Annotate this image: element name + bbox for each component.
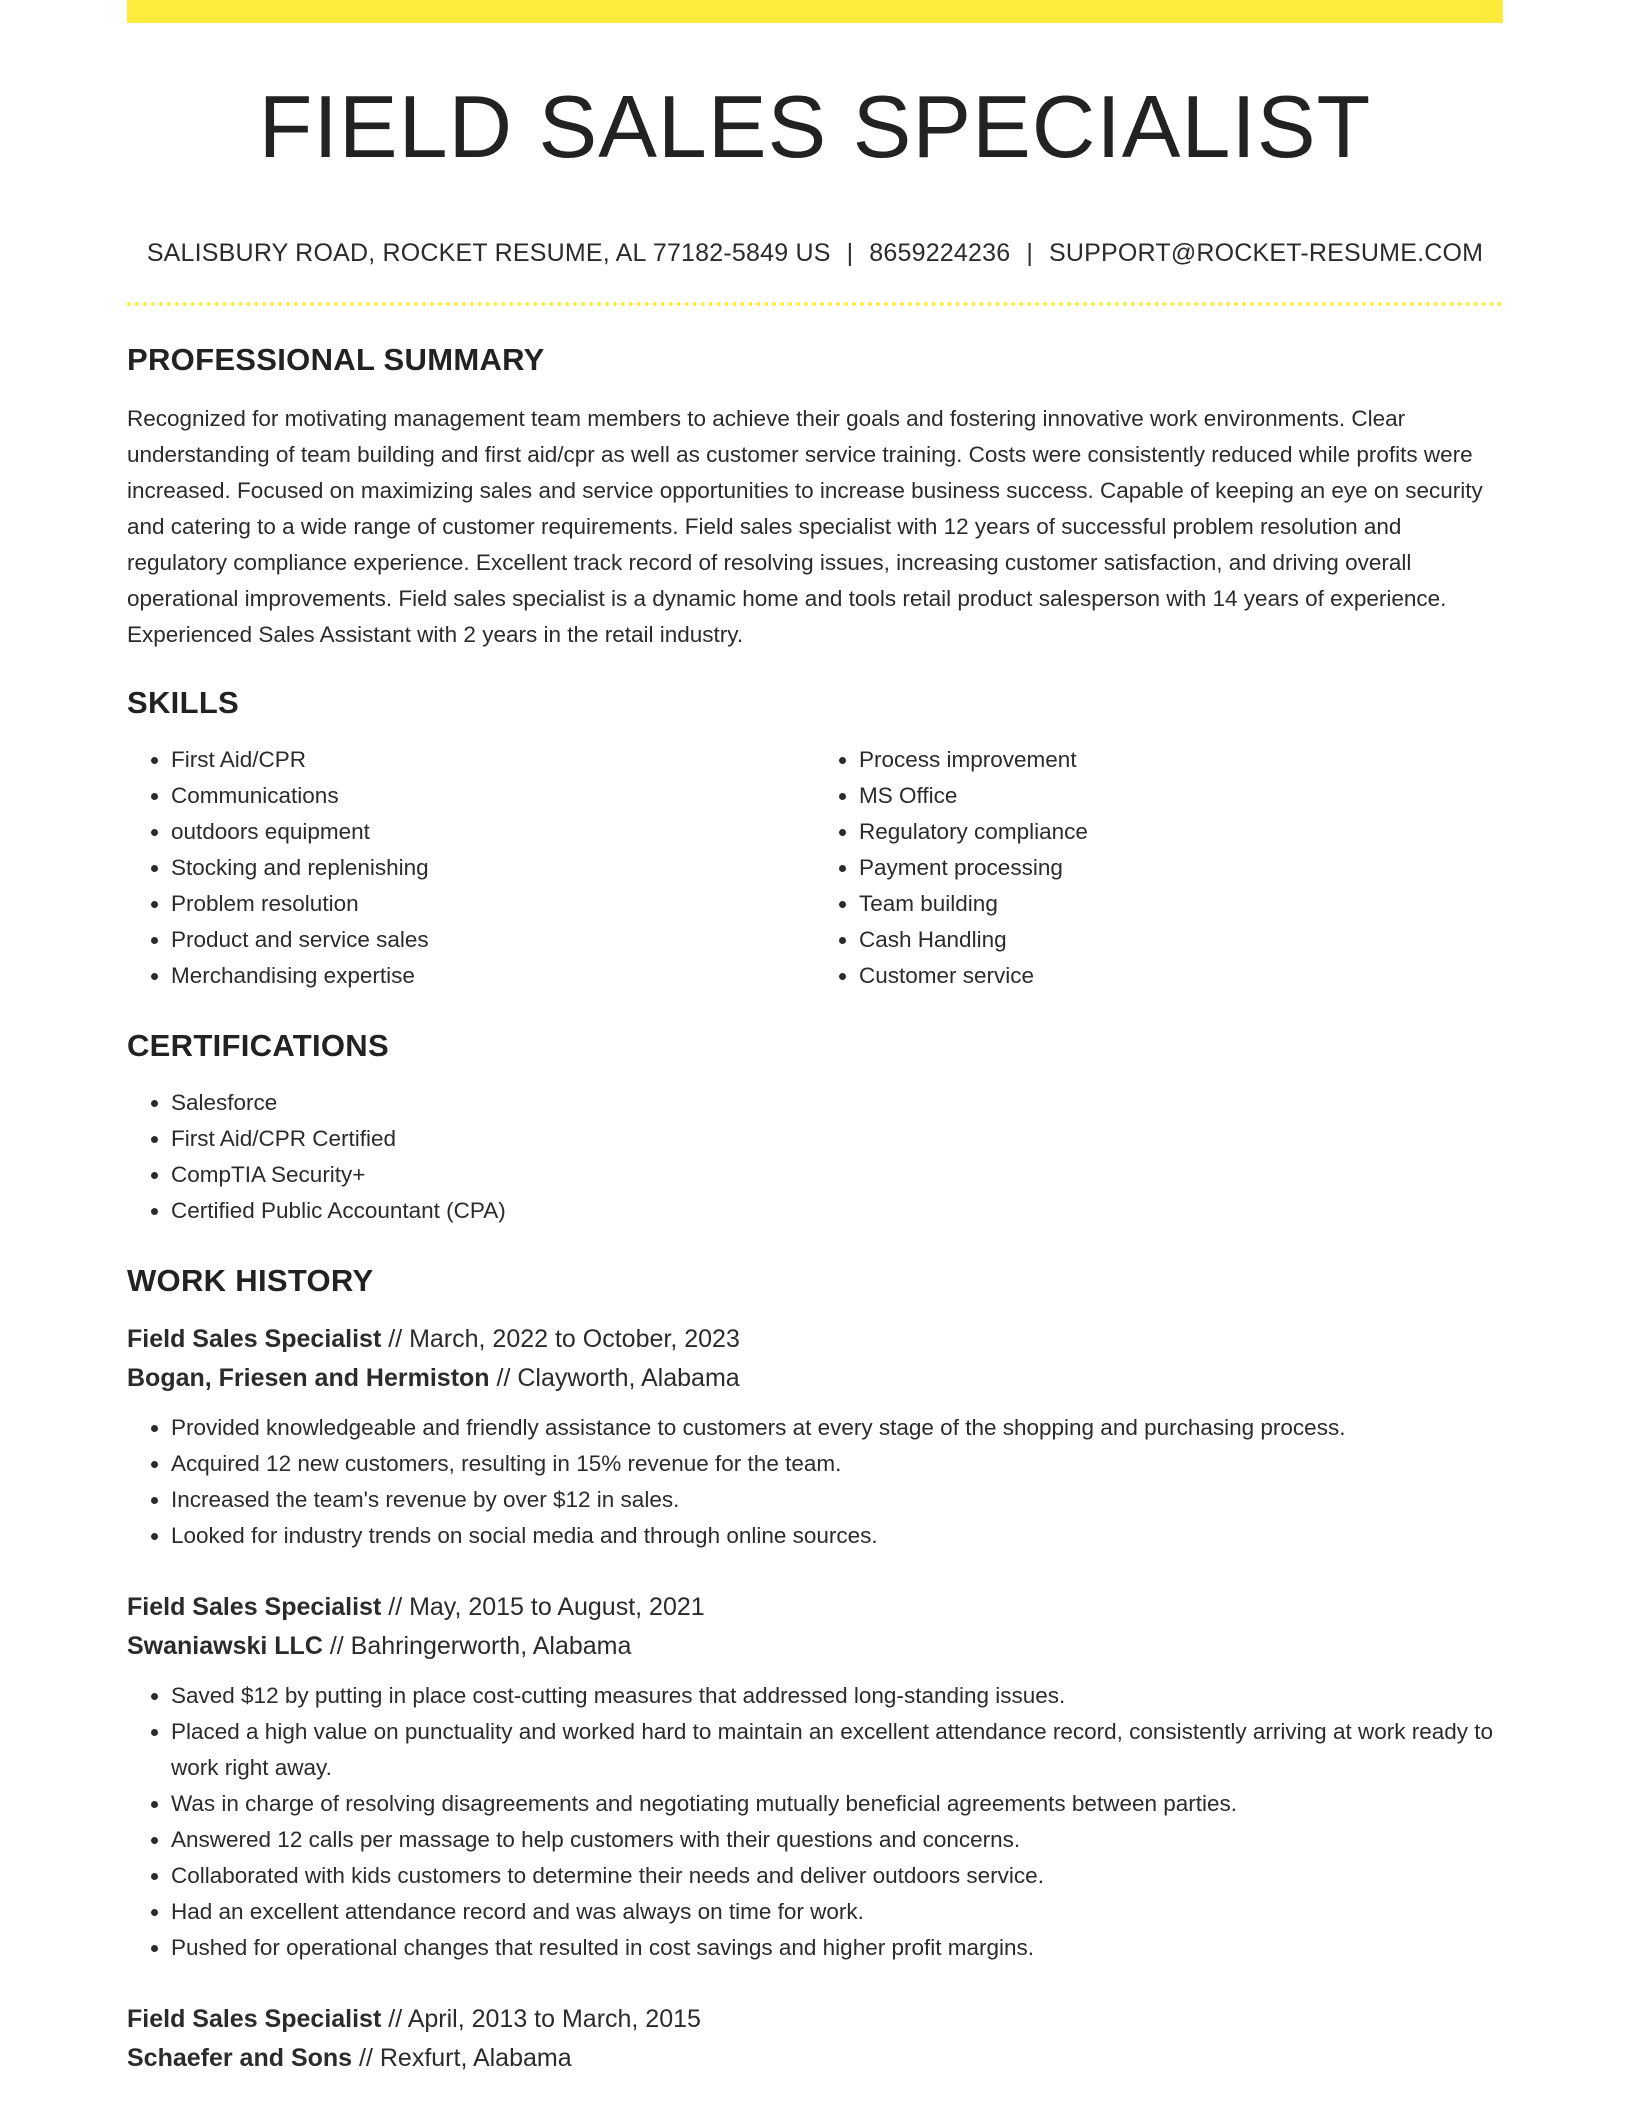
skill-item: • Customer service bbox=[859, 958, 1503, 994]
certification-item: • First Aid/CPR Certified bbox=[171, 1121, 1503, 1157]
job-entry bbox=[127, 2000, 1503, 2078]
job-role: Field Sales Specialist bbox=[127, 1325, 382, 1353]
job-bullet: • Looked for industry trends on social media and through online sources. bbox=[171, 1518, 1503, 1554]
work-history-heading: WORK HISTORY bbox=[127, 1263, 374, 1298]
summary-text: Recognized for motivating management team members to achieve their goals and fostering innovative work environments. Clear understanding of team building and first aid/cpr as well as customer service training. Costs were consistently reduced while profits were increased. Focused on maximizing sales and service opportunities to increase business success. Capable of keeping an eye on security and catering to a wide range of customer requirements. Field sales specialist with 12 years of successful problem resolution and regulatory compliance experience. Excellent track record of resolving issues, increasing customer satisfaction, and driving overall operational improvements. Field sales specialist is a dynamic home and tools retail product salesperson with 14 years of experience. Experienced Sales Assistant with 2 years in the retail industry. bbox=[127, 406, 1483, 647]
skill-item: • outdoors equipment bbox=[171, 814, 815, 850]
job-location: // Clayworth, Alabama bbox=[489, 1364, 740, 1392]
job-bullets bbox=[127, 1678, 1503, 1966]
skill-item: • Stocking and replenishing bbox=[171, 850, 815, 886]
job-bullet: • Pushed for operational changes that resulted in cost savings and higher profit margins. bbox=[171, 1930, 1503, 1966]
skill-item: • Payment processing bbox=[859, 850, 1503, 886]
certifications-list bbox=[127, 1085, 1503, 1229]
job-bullet: • Acquired 12 new customers, resulting in 15% revenue for the team. bbox=[171, 1446, 1503, 1482]
job-location: // Bahringerworth, Alabama bbox=[322, 1632, 632, 1660]
contact-separator: | bbox=[1026, 239, 1034, 267]
skills-grid bbox=[127, 742, 1503, 994]
skill-item: • Communications bbox=[171, 778, 815, 814]
skill-item: • First Aid/CPR bbox=[171, 742, 815, 778]
job-bullet: • Collaborated with kids customers to determine their needs and deliver outdoors service. bbox=[171, 1858, 1503, 1894]
skills-list-right bbox=[815, 742, 1503, 994]
job-dates: // May, 2015 to August, 2021 bbox=[381, 1593, 705, 1621]
summary-heading: PROFESSIONAL SUMMARY bbox=[127, 342, 545, 377]
job-bullet: • Was in charge of resolving disagreements and negotiating mutually beneficial agreements between parties. bbox=[171, 1786, 1503, 1822]
skill-item: • Product and service sales bbox=[171, 922, 815, 958]
job-company-line bbox=[127, 2039, 1503, 2078]
job-role: Field Sales Specialist bbox=[127, 1593, 382, 1621]
certifications-heading: CERTIFICATIONS bbox=[127, 1028, 389, 1063]
skills-list-left bbox=[127, 742, 815, 994]
skills-heading: SKILLS bbox=[127, 685, 240, 720]
contact-address: SALISBURY ROAD, ROCKET RESUME, AL 77182-5849 US bbox=[146, 239, 831, 267]
skill-item: • Team building bbox=[859, 886, 1503, 922]
job-dates: // March, 2022 to October, 2023 bbox=[381, 1325, 740, 1353]
contact-line bbox=[127, 239, 1503, 268]
skill-item: • Merchandising expertise bbox=[171, 958, 815, 994]
job-bullet: • Had an excellent attendance record and was always on time for work. bbox=[171, 1894, 1503, 1930]
skill-item: • Problem resolution bbox=[171, 886, 815, 922]
skill-item: • Regulatory compliance bbox=[859, 814, 1503, 850]
job-bullet: • Provided knowledgeable and friendly assistance to customers at every stage of the shopping and purchasing process. bbox=[171, 1410, 1503, 1446]
job-bullet: • Increased the team's revenue by over $12 in sales. bbox=[171, 1482, 1503, 1518]
skill-item: • Process improvement bbox=[859, 742, 1503, 778]
contact-phone: 8659224236 bbox=[869, 239, 1011, 267]
job-company: Swaniawski LLC bbox=[127, 1632, 323, 1660]
job-entry bbox=[127, 1320, 1503, 1554]
resume-title: FIELD SALES SPECIALIST bbox=[258, 77, 1372, 176]
skill-item: • Cash Handling bbox=[859, 922, 1503, 958]
job-bullets bbox=[127, 1410, 1503, 1554]
job-dates: // April, 2013 to March, 2015 bbox=[381, 2005, 701, 2033]
job-role: Field Sales Specialist bbox=[127, 2005, 382, 2033]
job-role-line bbox=[127, 1320, 1503, 1359]
job-location: // Rexfurt, Alabama bbox=[352, 2044, 572, 2072]
skill-item: • MS Office bbox=[859, 778, 1503, 814]
job-entry bbox=[127, 1588, 1503, 1966]
job-bullet: • Answered 12 calls per massage to help customers with their questions and concerns. bbox=[171, 1822, 1503, 1858]
job-role-line bbox=[127, 2000, 1503, 2039]
header-divider bbox=[127, 302, 1503, 306]
job-company: Schaefer and Sons bbox=[127, 2044, 353, 2072]
job-company: Bogan, Friesen and Hermiston bbox=[127, 1364, 490, 1392]
job-bullet: • Placed a high value on punctuality and worked hard to maintain an excellent attendance record, consistently arriving at work ready to work right away. bbox=[171, 1714, 1503, 1786]
job-company-line bbox=[127, 1627, 1503, 1666]
resume-page bbox=[127, 0, 1503, 2078]
contact-email[interactable]: SUPPORT@ROCKET-RESUME.COM bbox=[1049, 239, 1484, 267]
job-company-line bbox=[127, 1359, 1503, 1398]
certification-item: • Certified Public Accountant (CPA) bbox=[171, 1193, 1503, 1229]
contact-separator: | bbox=[846, 239, 854, 267]
top-accent-bar bbox=[127, 0, 1503, 23]
certification-item: • Salesforce bbox=[171, 1085, 1503, 1121]
job-role-line bbox=[127, 1588, 1503, 1627]
certification-item: • CompTIA Security+ bbox=[171, 1157, 1503, 1193]
job-bullet: • Saved $12 by putting in place cost-cutting measures that addressed long-standing issues. bbox=[171, 1678, 1503, 1714]
